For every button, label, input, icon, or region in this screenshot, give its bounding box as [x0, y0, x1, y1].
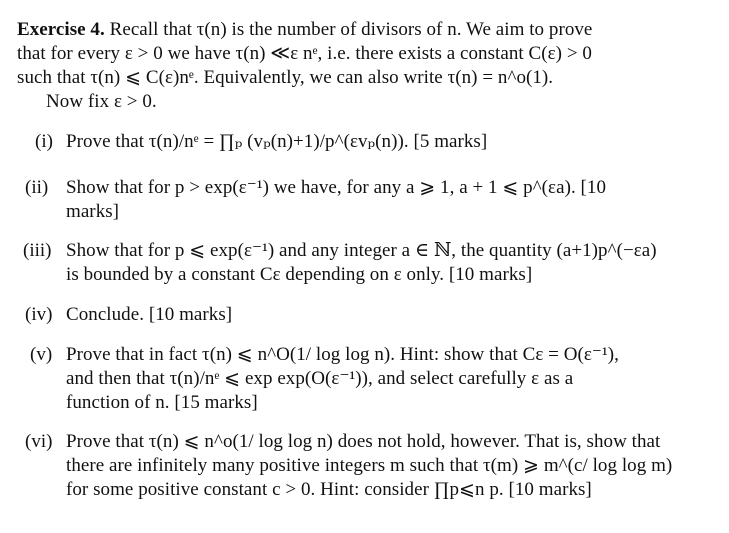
part-vi-line-3: for some positive constant c > 0. Hint: consider ∏p⩽n p. [10 marks] [66, 479, 592, 500]
part-vi-line-1: Prove that τ(n) ⩽ n^o(1/ log log n) does not hold, however. That is, show that [66, 431, 661, 452]
exercise-title: Exercise 4. [17, 19, 105, 40]
part-label-vi: (vi) [25, 431, 53, 452]
part-iii-line-2: is bounded by a constant Cε depending on ε only. [10 marks] [66, 264, 533, 285]
part-vi-line-2: there are infinitely many positive integers m such that τ(m) ⩾ m^(c/ log log m) [66, 455, 673, 476]
part-ii-line-1: Show that for p > exp(ε⁻¹) we have, for any a ⩾ 1, a + 1 ⩽ p^(εa). [10 [66, 177, 607, 198]
part-label-i: (i) [35, 131, 53, 152]
part-label-ii: (ii) [25, 177, 49, 198]
part-v-line-1: Prove that in fact τ(n) ⩽ n^O(1/ log log n). Hint: show that Cε = O(ε⁻¹), [66, 344, 619, 365]
intro-text-1: Recall that τ(n) is the number of divisors of n. We aim to prove [109, 19, 593, 40]
part-label-iii: (iii) [23, 240, 52, 261]
part-iii-line-1: Show that for p ⩽ exp(ε⁻¹) and any integer a ∈ ℕ, the quantity (a+1)p^(−εa) [66, 240, 657, 261]
intro-line-3: such that τ(n) ⩽ C(ε)nᵉ. Equivalently, we can also write τ(n) = n^o(1). [17, 67, 554, 88]
intro-line-1 [17, 18, 592, 42]
part-label-v: (v) [30, 344, 53, 365]
part-iv-line-1: Conclude. [10 marks] [66, 304, 233, 325]
intro-line-2: that for every ε > 0 we have τ(n) ≪ε nᵉ, i.e. there exists a constant C(ε) > 0 [17, 43, 592, 64]
part-label-iv: (iv) [25, 304, 53, 325]
part-v-line-2: and then that τ(n)/nᵉ ⩽ exp exp(O(ε⁻¹)), and select carefully ε as a [66, 368, 574, 389]
part-i-line-1: Prove that τ(n)/nᵉ = ∏ₚ (vₚ(n)+1)/p^(εvₚ(n)). [5 marks] [66, 131, 488, 152]
part-ii-line-2: marks] [66, 201, 120, 222]
intro-line-4: Now fix ε > 0. [46, 91, 157, 112]
part-v-line-3: function of n. [15 marks] [66, 392, 258, 413]
